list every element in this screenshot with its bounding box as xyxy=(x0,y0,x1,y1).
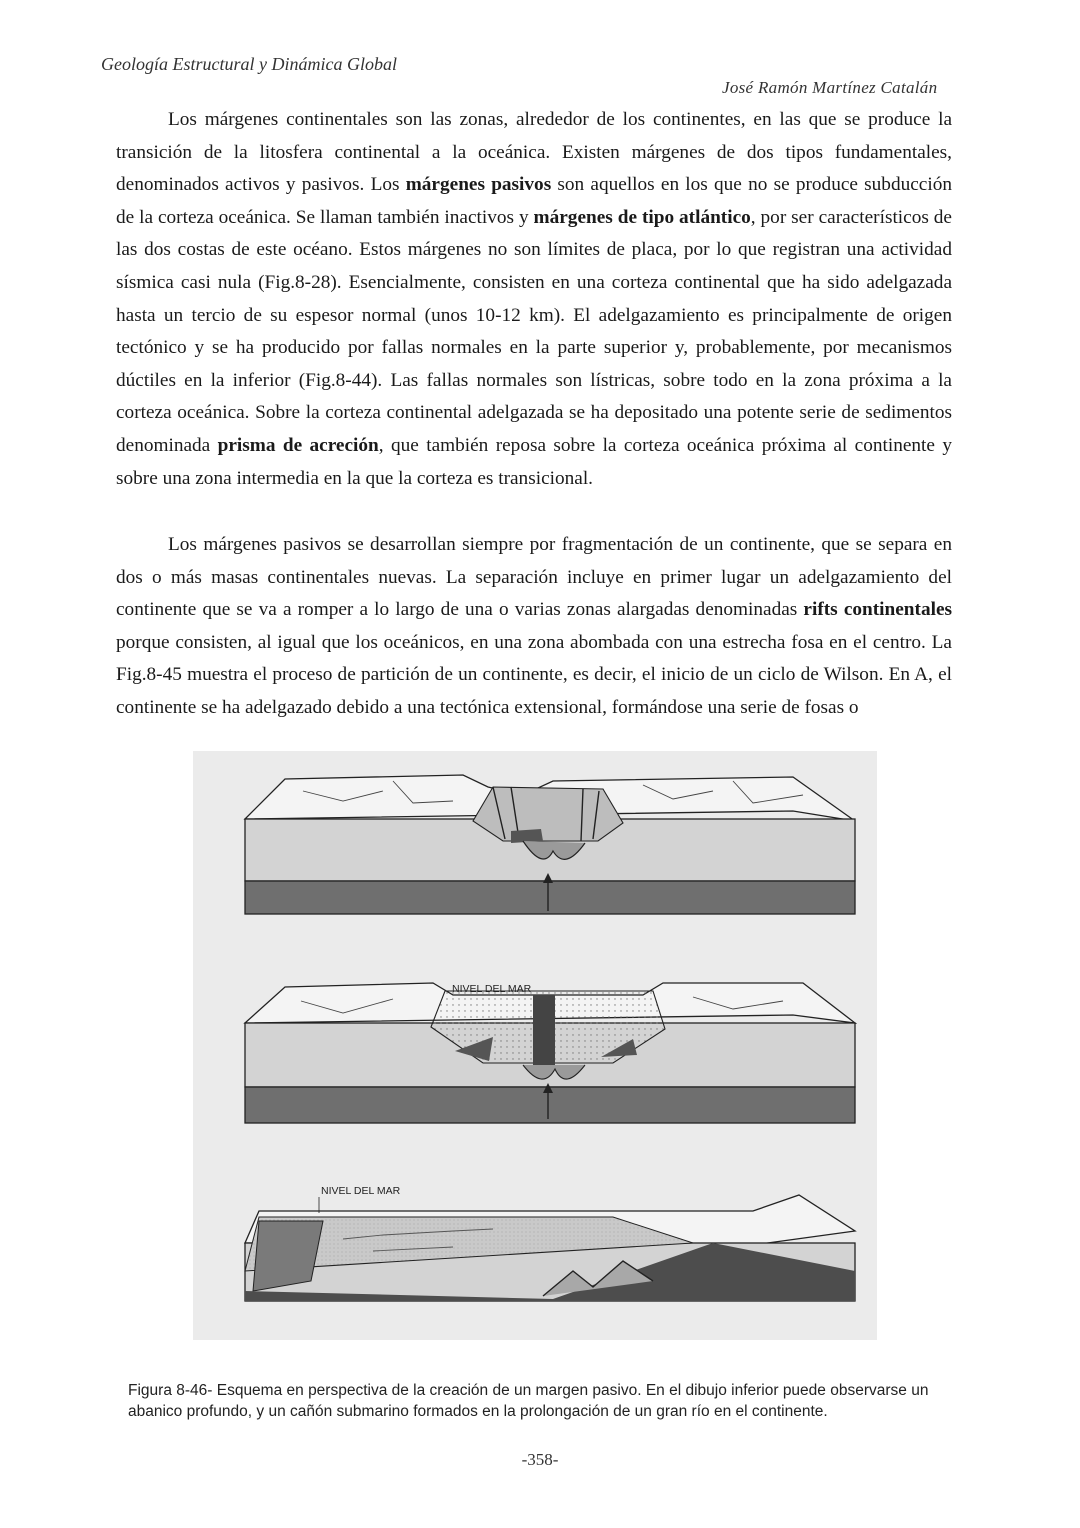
block-diagrams xyxy=(193,751,877,1340)
bold-term: márgenes pasivos xyxy=(405,174,552,196)
paragraph-rifts xyxy=(116,529,952,725)
diagram-a-continental-rift xyxy=(245,775,855,914)
paragraph-text: porque consisten, al igual que los oceánicos, en una zona abombada con una estrecha fosa en el centro. La Fig.8-45 muestra el proceso de partición de un continente, es decir, el inicio de un ciclo de Wilson. En A, el continente se ha adelgazado debido a una tectónica extensional, formándose una serie de fosas o xyxy=(116,631,952,718)
diagram-c-passive-margin xyxy=(245,1185,855,1301)
paragraph-text: Los márgenes pasivos se desarrollan siempre por fragmentación de un continente, que se separa en dos o más masas continentales nuevas. La separación incluye en primer lugar un adelgazamiento del continente que se va a romper a lo largo de una o varias zonas alargadas denominadas xyxy=(116,534,952,621)
running-header-book-title: Geología Estructural y Dinámica Global xyxy=(101,54,397,74)
figure-passive-margin-diagram xyxy=(193,751,877,1340)
bold-term: rifts continentales xyxy=(803,599,953,621)
running-header-author: José Ramón Martínez Catalán xyxy=(722,78,938,97)
sea-level-label-middle: NIVEL DEL MAR xyxy=(452,983,532,995)
paragraph-text: son aquellos en los que no se produce subducción de la corteza oceánica. Se llaman también inactivos y xyxy=(116,174,952,228)
paragraph-passive-margins xyxy=(116,104,952,495)
bold-term: prisma de acreción xyxy=(217,434,379,456)
paragraph-text: , por ser característicos de las dos costas de este océano. Estos márgenes no son límites de placa, por lo que registran una actividad sísmica casi nula (Fig.8-28). Esencialmente, consisten en una corteza continental que ha sido adelgazada hasta un tercio de su espesor normal (unos 10-12 km). El adelgazamiento es principalmente de origen tectónico y se ha producido por fallas normales en la parte superior y, probablemente, por mecanismos dúctiles en la inferior (Fig.8-44). Las fallas normales son lístricas, sobre todo en la zona próxima a la corteza oceánica. Sobre la corteza continental adelgazada se ha depositado una potente serie de sedimentos denominada xyxy=(116,206,952,456)
figure-caption: Figura 8-46- Esquema en perspectiva de la creación de un margen pasivo. En el dibujo inferior puede observarse un abanico profundo, y un cañón submarino formados en la prolongación de un gran río en el continente. xyxy=(128,1382,929,1420)
paragraph-text: Los márgenes continentales son las zonas, alrededor de los continentes, en las que se produce la transición de la litosfera continental a la oceánica. Existen márgenes de dos tipos fundamentales, denominados activos y pasivos. Los xyxy=(116,109,952,196)
page-number: -358- xyxy=(521,1450,559,1469)
diagram-b-early-ocean xyxy=(245,983,855,1123)
bold-term: márgenes de tipo atlántico xyxy=(533,206,751,228)
sea-level-label-bottom: NIVEL DEL MAR xyxy=(321,1185,401,1197)
paragraph-text: , que también reposa sobre la corteza oceánica próxima al continente y sobre una zona intermedia en la que la corteza es transicional. xyxy=(116,434,952,489)
